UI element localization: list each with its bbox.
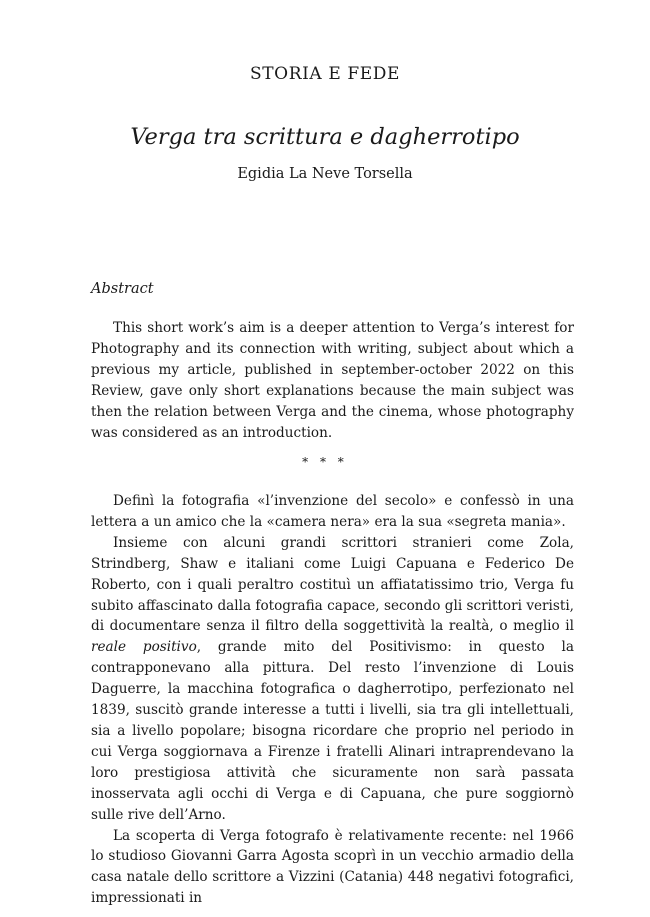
article-body <box>91 491 574 909</box>
italic-phrase: reale positivo <box>91 639 197 656</box>
body-paragraph-2 <box>91 533 574 826</box>
body-paragraph-2-part-2: , grande mito del Positivismo: in questo la contrapponevano alla pittura. Del resto l’invenzione di Louis Daguerre, la macchina fotografica o dagherrotipo, perfezionato nel 1839, suscitò grande interesse a tutti i livelli, sia tra gli intellettuali, sia a livello popolare; bisogna ricordare che proprio nel periodo in cui Verga soggiornava a Firenze i fratelli Alinari intraprendevano la loro prestigiosa attività che sicuramente non sarà passata inosservata agli occhi di Verga e di Capuana, che pure soggiornò sulle rive dell’Arno. <box>91 639 574 823</box>
section-heading: STORIA E FEDE <box>250 64 400 84</box>
section-separator: * * * <box>302 455 348 469</box>
body-paragraph-3: La scoperta di Verga fotografo è relativamente recente: nel 1966 lo studioso Giovanni Garra Agosta scoprì in un vecchio armadio della casa natale dello scrittore a Vizzini (Catania) 448 negativi fotografici, impressionati in <box>91 827 574 907</box>
abstract-text: This short work’s aim is a deeper attention to Verga’s interest for Photography and its connection with writing, subject about which a previous my article, published in september-october 2022 on this Review, gave only short explanations because the main subject was then the relation between Verga and the cinema, whose photography was considered as an introduction. <box>91 320 574 441</box>
author-name: Egidia La Neve Torsella <box>237 166 413 182</box>
article-title: Verga tra scrittura e dagherrotipo <box>130 124 520 150</box>
body-paragraph-1: Definì la fotografia «l’invenzione del secolo» e confessò in una lettera a un amico che la «camera nera» era la sua «segreta mania». <box>91 493 574 530</box>
body-paragraph-2-part-1: Insieme con alcuni grandi scrittori stranieri come Zola, Strindberg, Shaw e italiani come Luigi Capuana e Federico De Roberto, con i quali peraltro costituì un affiatatissimo trio, Verga fu subito affascinato dalla fotografia capace, secondo gli scrittori veristi, di documentare senza il filtro della soggettività la realtà, o meglio il <box>91 534 574 635</box>
abstract-heading: Abstract <box>91 281 154 297</box>
